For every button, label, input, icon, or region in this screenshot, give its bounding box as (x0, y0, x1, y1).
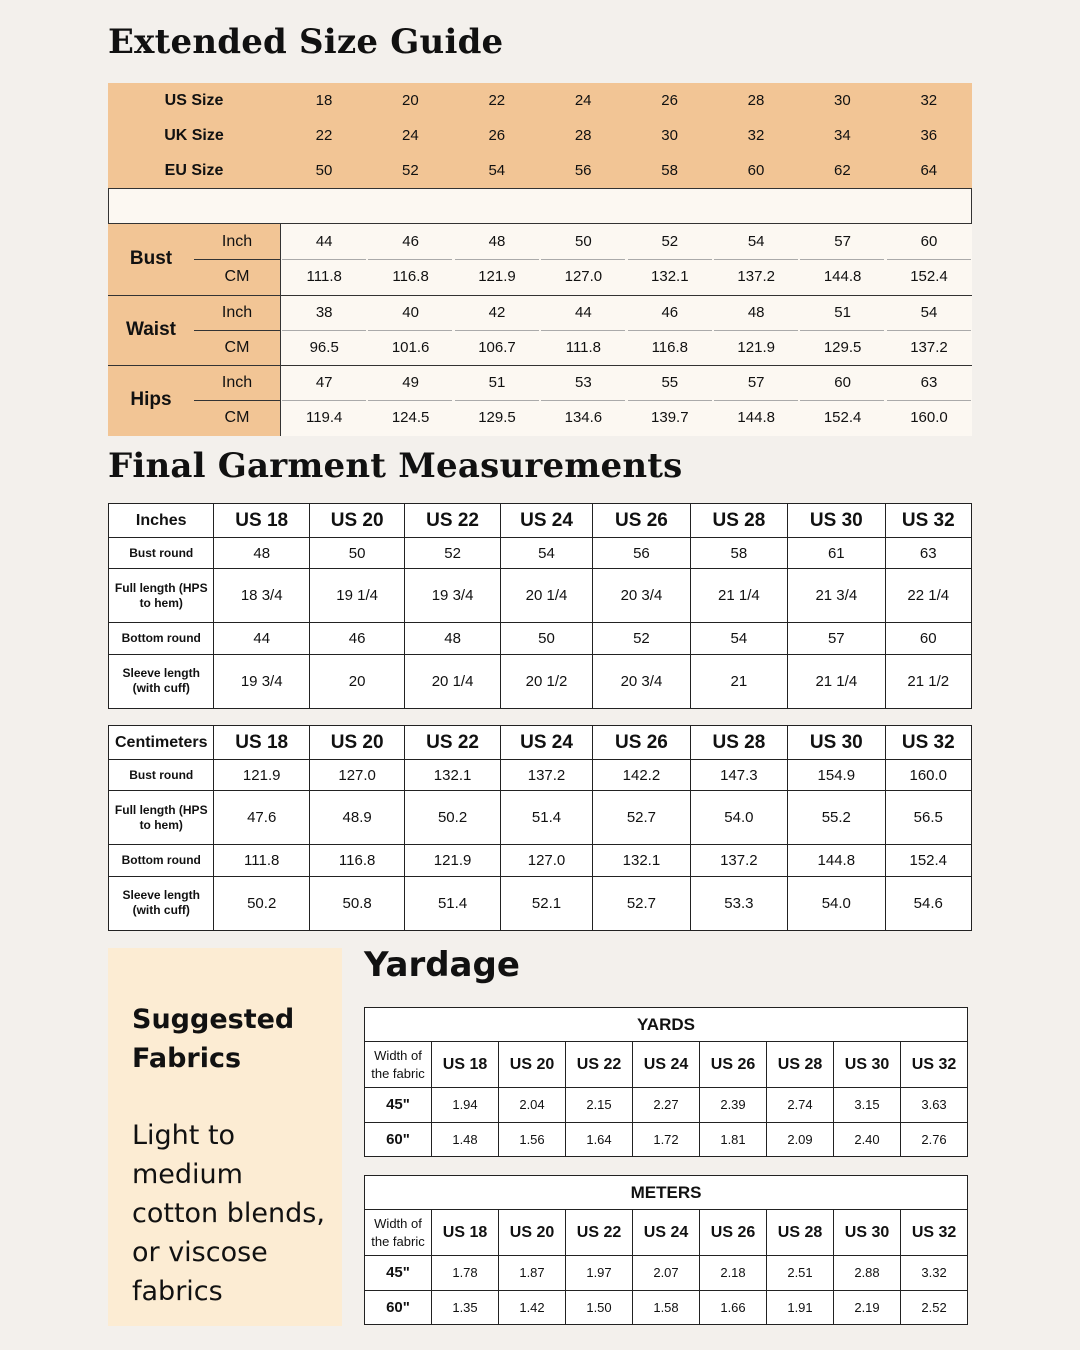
table-cell: 3.15 (834, 1088, 901, 1123)
row-label: Bust round (109, 760, 214, 791)
table-cell: 55.2 (788, 791, 885, 845)
header-row (365, 1042, 968, 1088)
size-header: US 22 (405, 726, 500, 760)
measurement-value: 144.8 (823, 268, 862, 285)
unit-separator (194, 400, 280, 401)
size-row (108, 83, 972, 118)
measurement-value: 54 (920, 303, 938, 321)
table-cell: 19 3/4 (405, 569, 500, 623)
measurement-value: 134.6 (564, 409, 603, 427)
measurement-value: 52 (661, 233, 679, 250)
table-cell: 63 (885, 538, 971, 569)
table-cell: 48 (405, 623, 500, 654)
size-value: 24 (402, 127, 419, 144)
row-label: Sleeve length (with cuff) (109, 654, 214, 708)
size-value: 28 (574, 127, 592, 144)
size-value: 36 (920, 127, 938, 144)
size-row-label: US Size (164, 92, 224, 109)
caption-row (365, 1176, 968, 1210)
size-value: 26 (488, 127, 506, 144)
row-label: Full length (HPS to hem) (109, 791, 214, 845)
table-cell: 54.6 (885, 876, 971, 930)
width-header: Width of the fabric (365, 1042, 432, 1088)
table-cell: 20 1/2 (500, 654, 592, 708)
measurement-value: 116.8 (651, 338, 688, 356)
table-cell: 50.2 (214, 876, 309, 930)
measurement-value: 63 (920, 374, 938, 392)
table-row (109, 569, 972, 623)
group-separator (108, 365, 972, 366)
size-value: 34 (834, 127, 851, 144)
table-cell: 18 3/4 (214, 569, 309, 623)
table-cell: 2.27 (633, 1088, 700, 1123)
garment-title: Final Garment Measurements (108, 446, 683, 486)
table-cell: 1.64 (566, 1122, 633, 1157)
size-header: US 22 (405, 504, 500, 538)
table-cell: 1.58 (633, 1290, 700, 1325)
measurement-value: 49 (402, 374, 419, 392)
table-cell: 51.4 (405, 876, 500, 930)
table-cell: 50 (309, 538, 404, 569)
measurement-value: 160.0 (910, 409, 948, 427)
size-row-label: EU Size (164, 162, 224, 179)
table-cell: 121.9 (405, 845, 500, 876)
table-cell: 52 (405, 538, 500, 569)
measurement-value: 119.4 (305, 409, 343, 427)
table-cell: 56 (593, 538, 690, 569)
measurement-row (281, 330, 972, 365)
header-row (365, 1210, 968, 1256)
table-cell: 137.2 (500, 760, 592, 791)
table-cell: 20 3/4 (593, 569, 690, 623)
table-cell: 44 (214, 623, 309, 654)
width-header: Width of the fabric (365, 1210, 432, 1256)
measurement-value: 121.9 (478, 268, 516, 285)
table-cell: 1.48 (432, 1122, 499, 1157)
table-cell: 21 3/4 (788, 569, 885, 623)
table-cell: 2.88 (834, 1256, 901, 1291)
measurement-value: 144.8 (737, 409, 775, 427)
table-cell: 50.2 (405, 791, 500, 845)
size-value: 30 (834, 92, 851, 109)
size-value: 52 (402, 162, 419, 179)
measurement-value: 121.9 (737, 338, 775, 356)
row-label: Sleeve length (with cuff) (109, 876, 214, 930)
table-cell: 21 1/2 (885, 654, 971, 708)
yardage-yards-table (364, 1007, 968, 1157)
size-header: US 32 (885, 726, 971, 760)
size-header: US 26 (593, 504, 690, 538)
measurement-value: 129.5 (478, 409, 516, 427)
yardage-title: Yardage (364, 945, 520, 985)
measurement-value: 111.8 (565, 338, 602, 356)
table-cell: 20 (309, 654, 404, 708)
size-header: US 28 (767, 1210, 834, 1256)
measurement-value: 44 (315, 233, 333, 250)
table-row (109, 760, 972, 791)
measurement-name: Hips (130, 389, 172, 411)
unit-header: Inches (109, 504, 214, 538)
size-header: US 24 (633, 1210, 700, 1256)
measurement-value: 48 (747, 303, 765, 321)
table-cell: 20 3/4 (593, 654, 690, 708)
size-value: 64 (920, 162, 938, 179)
size-guide-table (108, 83, 972, 436)
table-row (365, 1122, 968, 1157)
table-cell: 48.9 (309, 791, 404, 845)
table-row (109, 538, 972, 569)
size-header: US 30 (834, 1042, 901, 1088)
size-value: 32 (920, 92, 938, 109)
unit-caption: YARDS (365, 1008, 968, 1042)
table-cell: 2.52 (901, 1290, 968, 1325)
table-cell: 47.6 (214, 791, 309, 845)
size-row (108, 153, 972, 188)
size-value: 26 (661, 92, 678, 109)
table-cell: 1.56 (499, 1122, 566, 1157)
table-cell: 2.76 (901, 1122, 968, 1157)
table-cell: 52.7 (593, 876, 690, 930)
table-row (365, 1088, 968, 1123)
column-separator (280, 224, 281, 436)
table-row (109, 791, 972, 845)
size-value: 22 (315, 127, 333, 144)
header-row (109, 726, 972, 760)
table-cell: 58 (690, 538, 787, 569)
measurement-value: 137.2 (737, 268, 775, 285)
size-value: 24 (574, 92, 592, 109)
suggested-fabrics-panel (108, 948, 342, 1326)
size-header: US 32 (901, 1042, 968, 1088)
table-cell: 2.15 (566, 1088, 633, 1123)
size-header: US 20 (499, 1210, 566, 1256)
size-guide-spacer (108, 188, 972, 224)
measurement-row (281, 365, 972, 400)
measurement-value: 116.8 (392, 268, 429, 285)
table-cell: 2.39 (700, 1088, 767, 1123)
table-cell: 54 (690, 623, 787, 654)
size-value: 62 (834, 162, 851, 179)
row-label: 60" (365, 1122, 432, 1157)
measurement-value: 57 (834, 233, 851, 250)
measurement-value: 50 (575, 233, 592, 250)
table-cell: 111.8 (214, 845, 309, 876)
table-cell: 1.91 (767, 1290, 834, 1325)
table-cell: 61 (788, 538, 885, 569)
measurement-row (281, 400, 972, 435)
size-header: US 26 (700, 1042, 767, 1088)
measurement-value: 46 (661, 303, 679, 321)
table-cell: 1.78 (432, 1256, 499, 1291)
measurement-value: 152.4 (910, 268, 948, 285)
group-separator (108, 295, 972, 296)
measurement-value: 44 (575, 303, 592, 321)
table-cell: 19 3/4 (214, 654, 309, 708)
measurement-row (281, 224, 972, 259)
table-cell: 50 (500, 623, 592, 654)
table-cell: 21 (690, 654, 787, 708)
size-header: US 32 (885, 504, 971, 538)
unit-separator (194, 259, 280, 260)
table-cell: 21 1/4 (788, 654, 885, 708)
size-guide-title: Extended Size Guide (108, 22, 504, 62)
table-cell: 142.2 (593, 760, 690, 791)
caption-row (365, 1008, 968, 1042)
size-header: US 20 (499, 1042, 566, 1088)
table-cell: 2.51 (767, 1256, 834, 1291)
garment-cm-table (108, 725, 972, 931)
table-row (109, 876, 972, 930)
table-row (365, 1256, 968, 1291)
table-cell: 144.8 (788, 845, 885, 876)
measurement-name: Bust (129, 248, 173, 269)
unit-label: CM (224, 409, 250, 427)
measurement-row (281, 295, 972, 330)
measurement-name: Waist (126, 318, 176, 340)
table-cell: 1.50 (566, 1290, 633, 1325)
table-cell: 1.81 (700, 1122, 767, 1157)
table-cell: 147.3 (690, 760, 787, 791)
table-cell: 160.0 (885, 760, 971, 791)
table-cell: 51.4 (500, 791, 592, 845)
table-cell: 2.40 (834, 1122, 901, 1157)
unit-label: CM (224, 338, 250, 356)
table-cell: 2.19 (834, 1290, 901, 1325)
table-cell: 54.0 (788, 876, 885, 930)
size-header: US 26 (700, 1210, 767, 1256)
table-row (109, 654, 972, 708)
table-cell: 3.63 (901, 1088, 968, 1123)
size-header: US 18 (214, 726, 309, 760)
measurement-row (281, 259, 972, 294)
table-cell: 1.94 (432, 1088, 499, 1123)
table-cell: 19 1/4 (309, 569, 404, 623)
row-label: Bust round (109, 538, 214, 569)
measurement-value: 60 (920, 233, 938, 250)
size-header: US 18 (432, 1210, 499, 1256)
measurement-value: 48 (488, 233, 506, 250)
size-header: US 24 (500, 504, 592, 538)
table-cell: 154.9 (788, 760, 885, 791)
size-value: 58 (661, 162, 678, 179)
table-cell: 1.66 (700, 1290, 767, 1325)
table-cell: 116.8 (309, 845, 404, 876)
measurement-value: 111.8 (306, 268, 342, 285)
measurement-value: 152.4 (823, 409, 862, 427)
table-cell: 1.35 (432, 1290, 499, 1325)
table-cell: 54.0 (690, 791, 787, 845)
row-label: Bottom round (109, 845, 214, 876)
table-cell: 132.1 (405, 760, 500, 791)
measurement-value: 57 (747, 374, 765, 392)
table-cell: 2.09 (767, 1122, 834, 1157)
table-cell: 2.74 (767, 1088, 834, 1123)
measurement-value: 38 (315, 303, 333, 321)
fabrics-heading: Suggested Fabrics (132, 1004, 295, 1074)
measurement-value: 51 (834, 303, 851, 321)
size-header: US 22 (566, 1042, 633, 1088)
unit-label: Inch (221, 233, 253, 250)
size-header: US 30 (788, 726, 885, 760)
table-cell: 127.0 (309, 760, 404, 791)
unit-label: Inch (221, 303, 253, 321)
measurement-value: 106.7 (478, 338, 516, 356)
measurement-value: 46 (402, 233, 419, 250)
row-label: Full length (HPS to hem) (109, 569, 214, 623)
size-header: US 24 (500, 726, 592, 760)
size-value: 22 (488, 92, 506, 109)
size-header: US 32 (901, 1210, 968, 1256)
measurement-value: 60 (834, 374, 851, 392)
row-label: 60" (365, 1290, 432, 1325)
table-cell: 152.4 (885, 845, 971, 876)
measurement-value: 47 (315, 374, 333, 392)
measurement-value: 129.5 (823, 338, 862, 356)
table-row (109, 845, 972, 876)
table-row (365, 1290, 968, 1325)
table-cell: 127.0 (500, 845, 592, 876)
size-header: US 30 (834, 1210, 901, 1256)
size-header: US 28 (690, 726, 787, 760)
measurement-value: 139.7 (651, 409, 689, 427)
size-header: US 24 (633, 1042, 700, 1088)
table-cell: 1.97 (566, 1256, 633, 1291)
unit-label: CM (224, 268, 250, 285)
size-value: 32 (747, 127, 765, 144)
size-value: 50 (315, 162, 333, 179)
size-header: US 26 (593, 726, 690, 760)
size-value: 20 (402, 92, 419, 109)
size-value: 18 (315, 92, 333, 109)
row-label: 45" (365, 1088, 432, 1123)
table-cell: 53.3 (690, 876, 787, 930)
table-cell: 2.07 (633, 1256, 700, 1291)
table-cell: 22 1/4 (885, 569, 971, 623)
unit-separator (194, 330, 280, 331)
measurement-value: 53 (575, 374, 592, 392)
measurement-value: 132.1 (651, 268, 689, 285)
size-value: 28 (747, 92, 765, 109)
measurement-value: 127.0 (564, 268, 603, 285)
table-cell: 50.8 (309, 876, 404, 930)
table-cell: 2.18 (700, 1256, 767, 1291)
table-cell: 57 (788, 623, 885, 654)
table-cell: 1.87 (499, 1256, 566, 1291)
garment-inches-table (108, 503, 972, 709)
row-label: Bottom round (109, 623, 214, 654)
table-cell: 1.72 (633, 1122, 700, 1157)
table-cell: 54 (500, 538, 592, 569)
table-cell: 56.5 (885, 791, 971, 845)
fabrics-text: Light to medium cotton blends, or viscose fabrics (132, 1120, 325, 1307)
measurement-value: 54 (747, 233, 765, 250)
table-cell: 2.04 (499, 1088, 566, 1123)
measurement-value: 40 (402, 303, 419, 321)
measurement-value: 42 (488, 303, 506, 321)
table-cell: 20 1/4 (405, 654, 500, 708)
unit-caption: METERS (365, 1176, 968, 1210)
size-header: US 28 (767, 1042, 834, 1088)
table-cell: 52.7 (593, 791, 690, 845)
size-row-label: UK Size (164, 127, 224, 144)
measurement-value: 101.6 (391, 338, 430, 356)
measurement-value: 137.2 (910, 338, 948, 356)
measurement-value: 124.5 (391, 409, 430, 427)
table-cell: 121.9 (214, 760, 309, 791)
measurement-value: 55 (661, 374, 679, 392)
size-header: US 18 (432, 1042, 499, 1088)
size-header: US 18 (214, 504, 309, 538)
table-cell: 46 (309, 623, 404, 654)
yardage-meters-table (364, 1175, 968, 1325)
table-cell: 48 (214, 538, 309, 569)
size-header: US 22 (566, 1210, 633, 1256)
size-value: 30 (661, 127, 678, 144)
size-row (108, 118, 972, 153)
measurement-value: 51 (488, 374, 506, 392)
size-header: US 30 (788, 504, 885, 538)
size-value: 56 (574, 162, 592, 179)
table-cell: 20 1/4 (500, 569, 592, 623)
table-cell: 132.1 (593, 845, 690, 876)
table-cell: 21 1/4 (690, 569, 787, 623)
table-cell: 3.32 (901, 1256, 968, 1291)
table-row (109, 623, 972, 654)
table-cell: 52.1 (500, 876, 592, 930)
measurement-value: 96.5 (309, 338, 339, 356)
table-cell: 60 (885, 623, 971, 654)
row-label: 45" (365, 1256, 432, 1291)
size-value: 60 (747, 162, 765, 179)
size-value: 54 (488, 162, 506, 179)
size-header: US 20 (309, 726, 404, 760)
size-header: US 20 (309, 504, 404, 538)
size-header: US 28 (690, 504, 787, 538)
table-cell: 1.42 (499, 1290, 566, 1325)
unit-header: Centimeters (109, 726, 214, 760)
table-cell: 137.2 (690, 845, 787, 876)
header-row (109, 504, 972, 538)
table-cell: 52 (593, 623, 690, 654)
unit-label: Inch (221, 374, 253, 392)
